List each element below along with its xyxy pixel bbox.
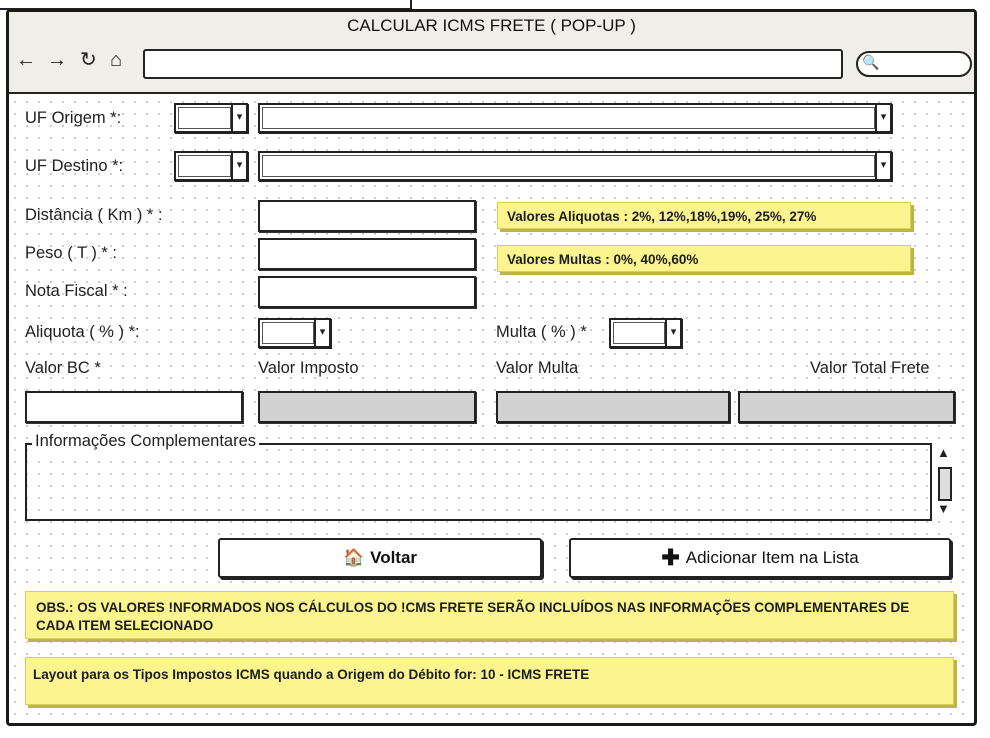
aliquotas-note: Valores Aliquotas : 2%, 12%,18%,19%, 25%, 27% — [497, 202, 911, 229]
aliquota-label: Aliquota ( % ) *: — [25, 323, 140, 341]
valor-multa-field — [496, 391, 730, 423]
window-title: CALCULAR ICMS FRETE ( POP-UP ) — [9, 12, 974, 42]
voltar-button-label: Voltar — [370, 548, 418, 567]
valor-total-frete-label: Valor Total Frete — [810, 359, 930, 377]
valor-imposto-field — [258, 391, 476, 423]
valor-imposto-label: Valor Imposto — [258, 359, 359, 377]
back-arrow-icon[interactable]: ← — [16, 49, 36, 71]
multa-select[interactable] — [609, 318, 682, 348]
distancia-input[interactable] — [258, 200, 476, 232]
home-icon: 🏠 — [342, 548, 365, 567]
adicionar-item-button-label: Adicionar Item na Lista — [685, 548, 859, 567]
chevron-down-icon: ▾ — [231, 105, 246, 131]
uf-destino-label: UF Destino *: — [25, 157, 124, 175]
uf-destino-code-select[interactable] — [174, 151, 248, 181]
nota-fiscal-input[interactable] — [258, 276, 476, 308]
distancia-label: Distância ( Km ) * : — [25, 206, 163, 224]
reload-icon[interactable]: ↻ — [80, 49, 97, 71]
select-inner — [178, 107, 231, 129]
select-inner — [178, 155, 231, 177]
aliquota-select[interactable] — [258, 318, 331, 348]
multas-note: Valores Multas : 0%, 40%,60% — [497, 245, 911, 272]
layout-note: Layout para os Tipos Impostos ICMS quando a Origem do Débito for: 10 - ICMS FRETE — [25, 657, 954, 705]
uf-origem-code-select[interactable] — [174, 103, 248, 133]
peso-input[interactable] — [258, 238, 476, 270]
valor-bc-input[interactable] — [25, 391, 243, 423]
select-inner — [262, 107, 875, 129]
scroll-down-icon[interactable]: ▼ — [937, 501, 950, 516]
search-input[interactable] — [856, 51, 972, 77]
peso-label: Peso ( T ) * : — [25, 244, 118, 262]
forward-arrow-icon[interactable]: → — [47, 49, 67, 71]
info-complementares-label: Informações Complementares — [32, 432, 259, 451]
select-inner — [262, 155, 875, 177]
info-complementares-textarea[interactable] — [25, 443, 956, 521]
multa-label: Multa ( % ) * — [496, 323, 587, 341]
uf-origem-name-select[interactable] — [258, 103, 892, 133]
valor-bc-label: Valor BC * — [25, 359, 101, 377]
chevron-down-icon: ▾ — [875, 153, 890, 179]
adicionar-item-button[interactable] — [569, 538, 951, 578]
url-input[interactable] — [143, 49, 843, 79]
uf-origem-label: UF Origem *: — [25, 109, 122, 127]
voltar-button[interactable] — [218, 538, 542, 578]
select-inner — [613, 322, 665, 344]
chevron-down-icon: ▾ — [231, 153, 246, 179]
valor-multa-label: Valor Multa — [496, 359, 579, 377]
home-icon[interactable]: ⌂ — [110, 49, 123, 71]
chevron-down-icon: ▾ — [314, 320, 329, 346]
select-inner — [262, 322, 314, 344]
plus-icon: ✚ — [661, 545, 680, 570]
nota-fiscal-label: Nota Fiscal * : — [25, 282, 128, 300]
uf-destino-name-select[interactable] — [258, 151, 892, 181]
textarea-scrollbar[interactable] — [930, 443, 956, 521]
chevron-down-icon: ▾ — [665, 320, 680, 346]
obs-note: OBS.: OS VALORES !NFORMADOS NOS CÁLCULOS DO !CMS FRETE SERÃO INCLUÍDOS NAS INFORMAÇÕES COMPLEMENTARES DE CADA ITEM SELECIONADO — [25, 591, 954, 639]
scroll-thumb[interactable] — [938, 467, 952, 501]
scroll-up-icon[interactable]: ▲ — [937, 445, 950, 460]
valor-total-frete-field — [738, 391, 955, 423]
search-icon: 🔍 — [862, 54, 880, 70]
chevron-down-icon: ▾ — [875, 105, 890, 131]
